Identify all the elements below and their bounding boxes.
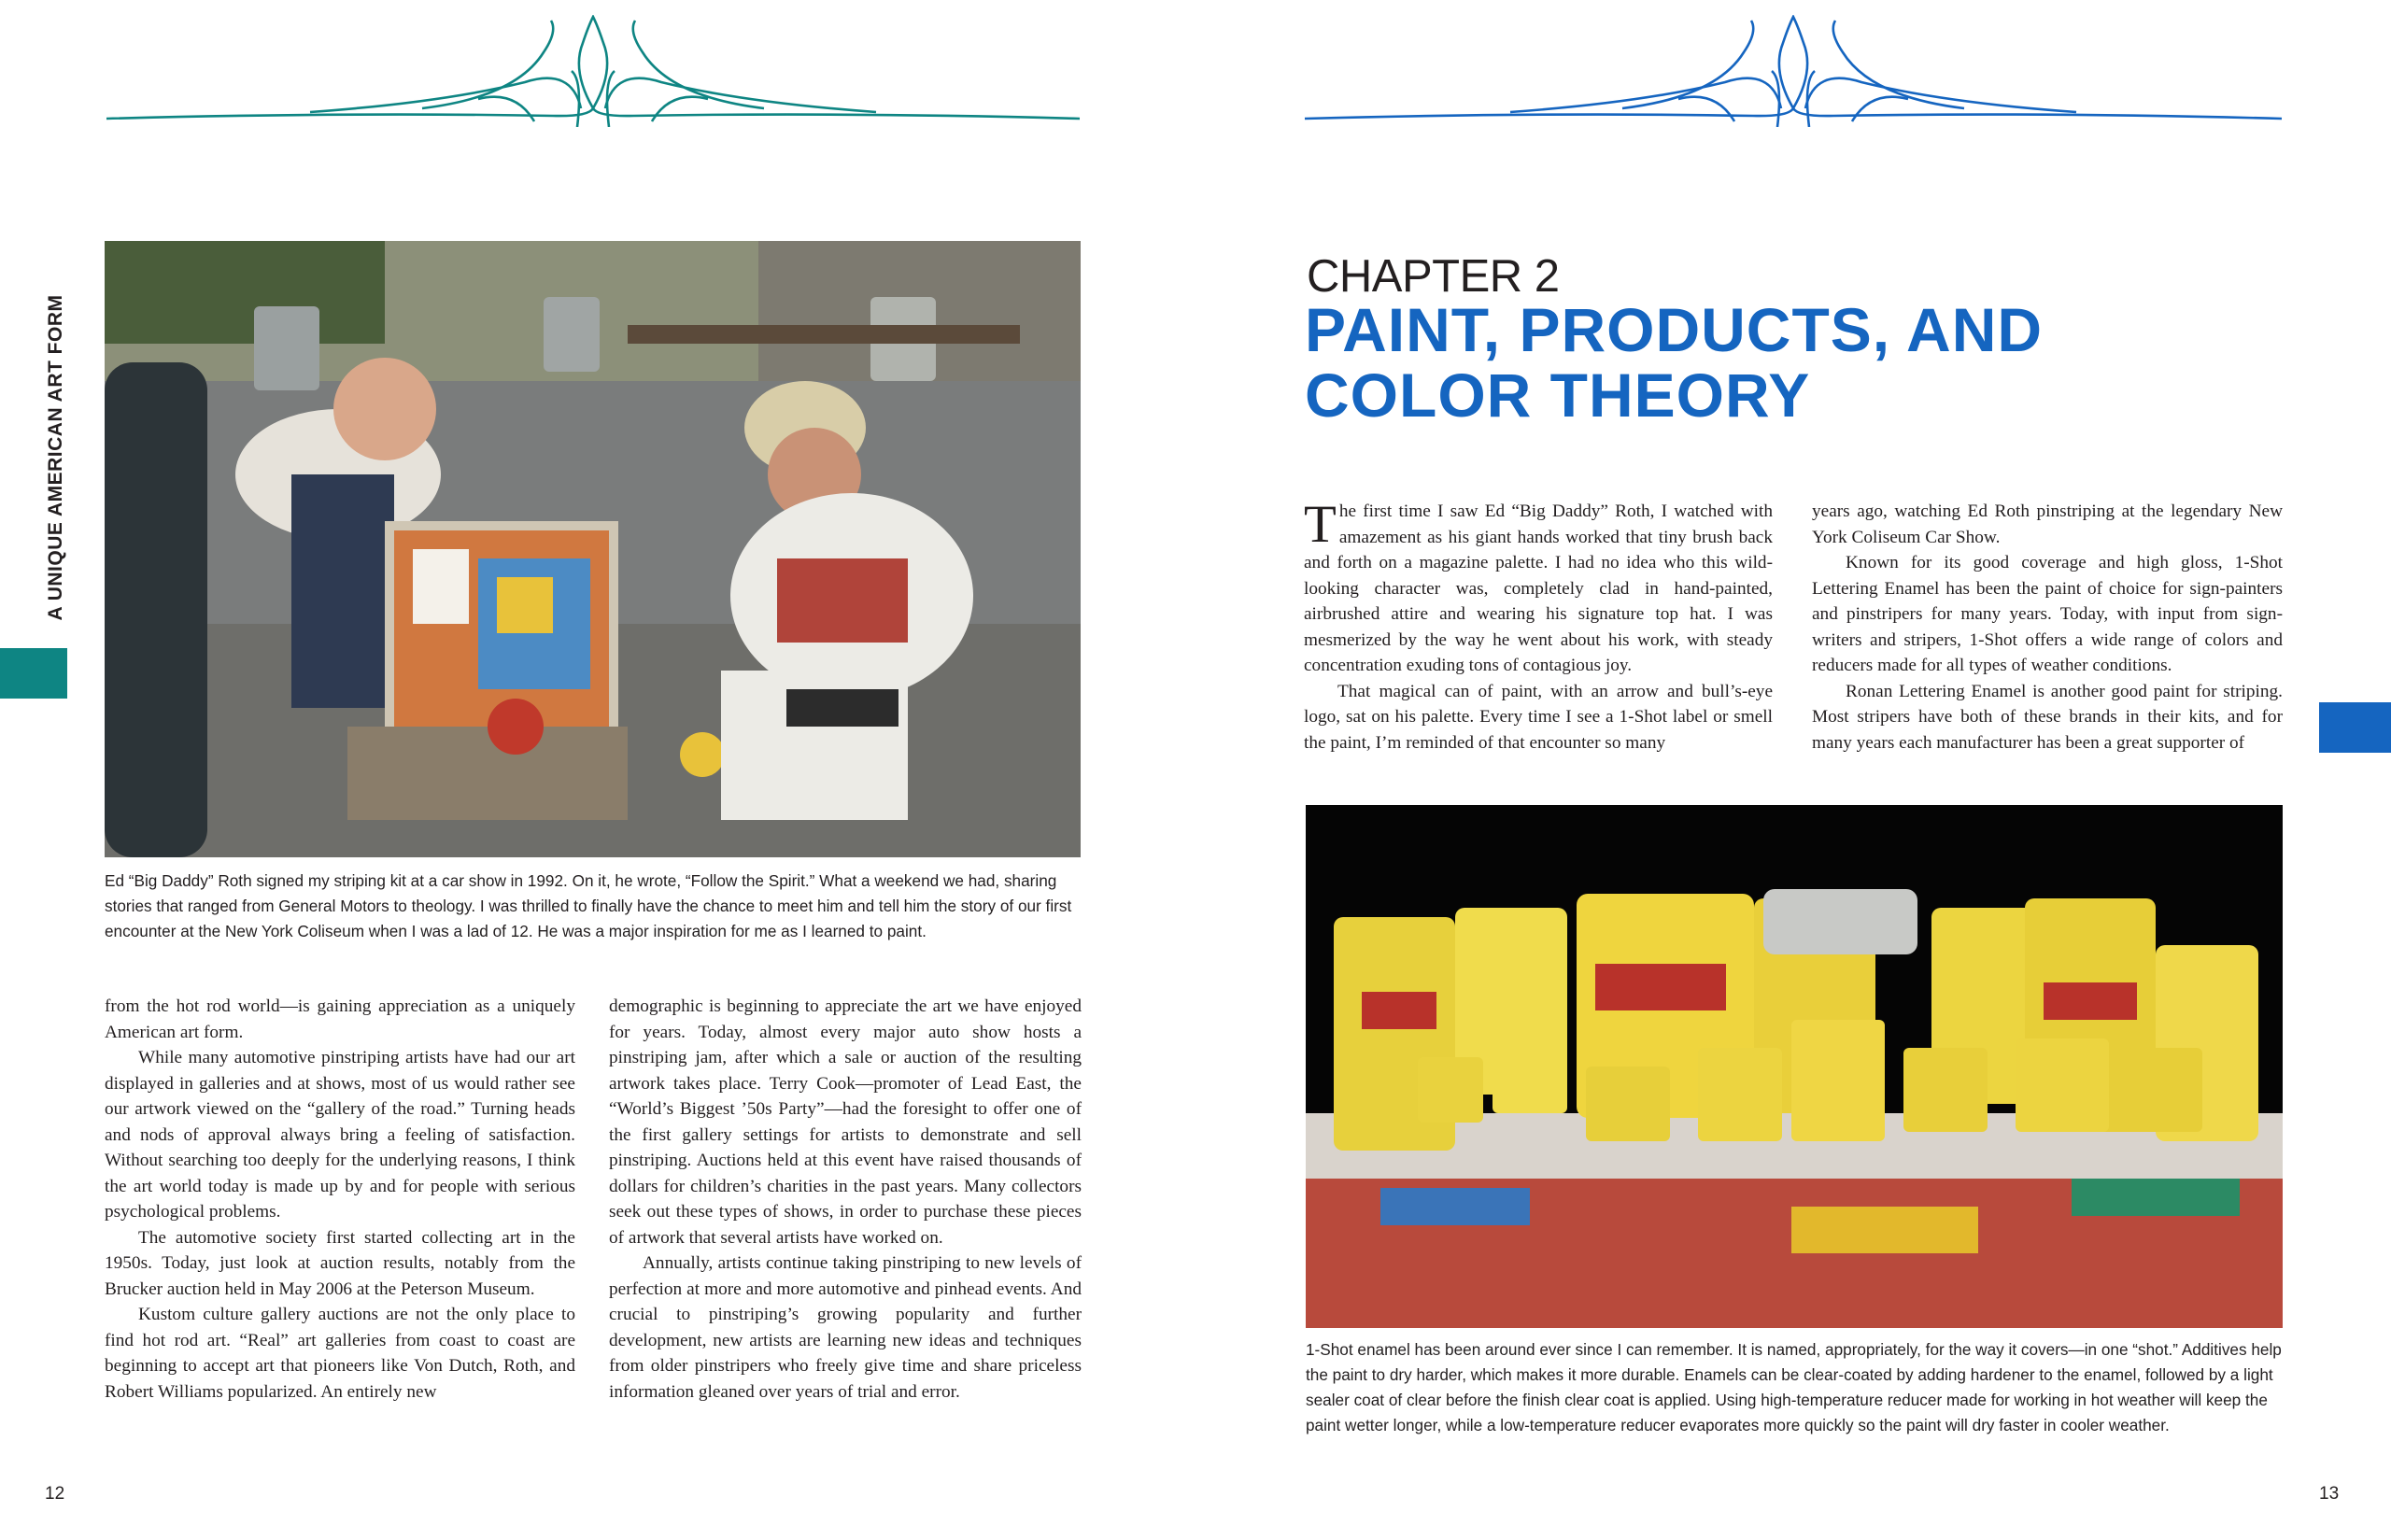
chapter-title-line-2: COLOR THEORY (1305, 360, 1811, 430)
chapter-title-line-1: PAINT, PRODUCTS, AND (1305, 295, 2044, 364)
paragraph: The automotive society first started collecting art in the 1950s. Today, just look at auction results, notably from the Brucker auction held in May 2006 at the Peterson Museum. (105, 1227, 575, 1299)
paragraph: Kustom culture gallery auctions are not the only place to find hot rod art. “Real” art galleries from coast to coast are beginning to accept art that pioneers like Von Dutch, Roth, and Robert Williams popularized. An entirely new (105, 1305, 575, 1402)
paragraph: Annually, artists continue taking pinstriping to new levels of perfection at more and more automotive and pinhead events. And crucial to pinstriping’s growing popularity and further development, new artists are learning new ideas and techniques from older pinstripers who freely give time and share priceless information gleaned over years of trial and error. (609, 1253, 1082, 1402)
photo-ed-roth-and-author (105, 241, 1081, 857)
body-column-2 (1812, 499, 2283, 756)
paragraph: Ronan Lettering Enamel is another good paint for striping. Most stripers have both of these brands in their kits, and for many years each manufacturer has been a great supporter of (1812, 681, 2283, 753)
photo-caption: 1-Shot enamel has been around ever since I can remember. It is named, appropriately, for the way it covers—in one “shot.” Additives help the paint to dry harder, which makes it more durable. Enamels can be clear-coated by adding hardener to the enamel, followed by a light sealer coat of clear before the finish clear coat is applied. Using high-temperature reducer made for working in hot weather will keep the paint wetter longer, while a low-temperature reducer evaporates more quickly so the paint will dry faster in cooler weather. (1306, 1340, 2282, 1434)
pinstripe-ornament-blue (1303, 15, 2284, 127)
section-color-tab (0, 648, 67, 699)
body-column-2 (609, 994, 1082, 1405)
paragraph (1304, 495, 1773, 679)
drop-cap: T (1304, 495, 1337, 554)
paragraph: demographic is beginning to appreciate the art we have enjoyed for years. Today, almost every major auto show hosts a pinstriping jam, after which a sale or auction of the resulting artwork takes place. Terry Cook—promoter of Lead East, the “World’s Biggest ’50s Party”—had the foresight to offer one of the first gallery settings for artists to demonstrate and sell pinstriping. Auctions held at this event have raised thousands of dollars for children’s charities in the past years. Many collectors seek out these types of shows, in order to purchase these pieces of artwork that several artists have worked on. (609, 996, 1082, 1248)
photo-one-shot-paint-cans (1306, 805, 2283, 1328)
section-side-tab (37, 280, 75, 635)
body-column-1 (105, 994, 575, 1405)
page-number: 13 (2319, 1484, 2340, 1504)
paragraph: While many automotive pinstriping artists have had our art displayed in galleries and at shows, most of us would rather see our artwork viewed on the “gallery of the road.” Turning heads and nods of approval always bring a feeling of satisfaction. Without searching too deeply for the underlying reasons, I think the art world today is made up by and for people with serious psychological problems. (105, 1048, 575, 1222)
chapter-label: CHAPTER 2 (1307, 251, 1560, 302)
body-column-1 (1304, 495, 1773, 756)
paragraph: That magical can of paint, with an arrow and bull’s-eye logo, sat on his palette. Every time I see a 1-Shot label or smell the paint, I’m reminded of that encounter so many (1304, 681, 1773, 753)
right-page (1196, 0, 2391, 1540)
paragraph: from the hot rod world—is gaining appreciation as a uniquely American art form. (105, 996, 575, 1042)
first-paragraph-text: he first time I saw Ed “Big Daddy” Roth, I watched with amazement as his giant hands worked that tiny brush back and forth on a magazine palette. I had no idea who this wild-looking character was, completely clad in hand-painted, airbrushed attire and wearing his signature top hat. I was mesmerized by the way he went about his work, with steady concentration exuding tons of contagious joy. (1304, 502, 1773, 675)
section-side-tab-label: A UNIQUE AMERICAN ART FORM (45, 294, 66, 621)
section-color-tab (2319, 702, 2391, 753)
paragraph: Known for its good coverage and high gloss, 1-Shot Lettering Enamel has been the paint of choice for sign-painters and pinstripers for many years. Today, with input from sign-writers and stripers, 1-Shot offers a wide range of colors and reducers made for all types of weather conditions. (1812, 553, 2283, 675)
page-number: 12 (45, 1484, 65, 1504)
photo-caption: Ed “Big Daddy” Roth signed my striping kit at a car show in 1992. On it, he wrote, “Follow the Spirit.” What a weekend we had, sharing stories that ranged from General Motors to theology. I was thrilled to finally have the chance to meet him and tell him the story of our first encounter at the New York Coliseum when I was a lad of 12. He was a major inspiration for me as I learned to paint. (105, 871, 1072, 940)
chapter-title (1305, 297, 2043, 428)
pinstripe-ornament-green (105, 15, 1082, 127)
paragraph: years ago, watching Ed Roth pinstriping at the legendary New York Coliseum Car Show. (1812, 502, 2283, 547)
